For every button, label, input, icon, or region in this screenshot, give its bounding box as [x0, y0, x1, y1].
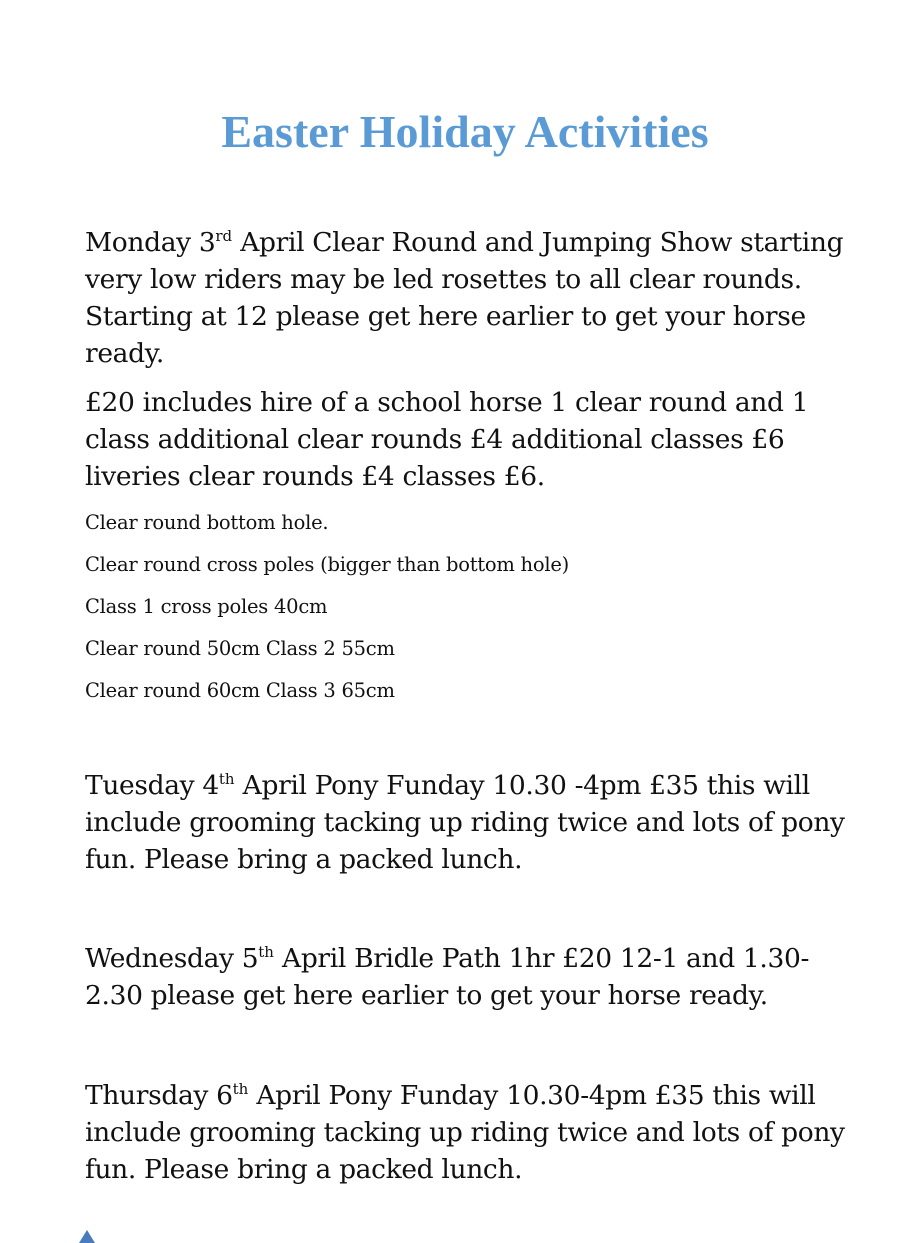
thursday-ordinal: th — [232, 1080, 249, 1098]
wednesday-paragraph — [85, 940, 845, 1014]
class-line: Clear round 60cm Class 3 65cm — [85, 679, 395, 702]
wednesday-date: Wednesday 5 — [85, 943, 259, 974]
thursday-date: Thursday 6 — [85, 1080, 233, 1111]
tuesday-text: April Pony Funday 10.30 -4pm £35 this will include grooming tacking up riding twice and lots of pony fun. Please bring a packed lunch. — [85, 770, 845, 875]
monday-date: Monday 3 — [85, 227, 216, 258]
page-title: Easter Holiday Activities — [221, 106, 709, 157]
monday-ordinal: rd — [215, 227, 233, 245]
thursday-text: April Pony Funday 10.30-4pm £35 this will include grooming tacking up riding twice and lots of pony fun. Please bring a packed lunch. — [85, 1080, 845, 1185]
monday-text: April Clear Round and Jumping Show starting very low riders may be led rosettes to all clear rounds. Starting at 12 please get here earlier to get your horse ready. — [85, 227, 844, 369]
class-line: Clear round bottom hole. — [85, 511, 329, 534]
monday-paragraph — [85, 224, 845, 372]
wednesday-ordinal: th — [258, 943, 274, 961]
class-line: Clear round 50cm Class 2 55cm — [85, 637, 395, 660]
document-body — [85, 224, 845, 1188]
tuesday-ordinal: th — [218, 770, 235, 788]
tuesday-paragraph — [85, 767, 845, 878]
triangle-marker-icon — [79, 1230, 95, 1243]
class-line: Clear round cross poles (bigger than bottom hole) — [85, 553, 569, 576]
pricing-paragraph: £20 includes hire of a school horse 1 clear round and 1 class additional clear rounds £4 additional classes £6 liveries clear rounds £4 classes £6. — [85, 387, 809, 492]
tuesday-date: Tuesday 4 — [85, 770, 219, 801]
class-line: Class 1 cross poles 40cm — [85, 595, 328, 618]
thursday-paragraph — [85, 1077, 845, 1188]
wednesday-text: April Bridle Path 1hr £20 12-1 and 1.30-2.30 please get here earlier to get your horse ready. — [85, 943, 810, 1011]
